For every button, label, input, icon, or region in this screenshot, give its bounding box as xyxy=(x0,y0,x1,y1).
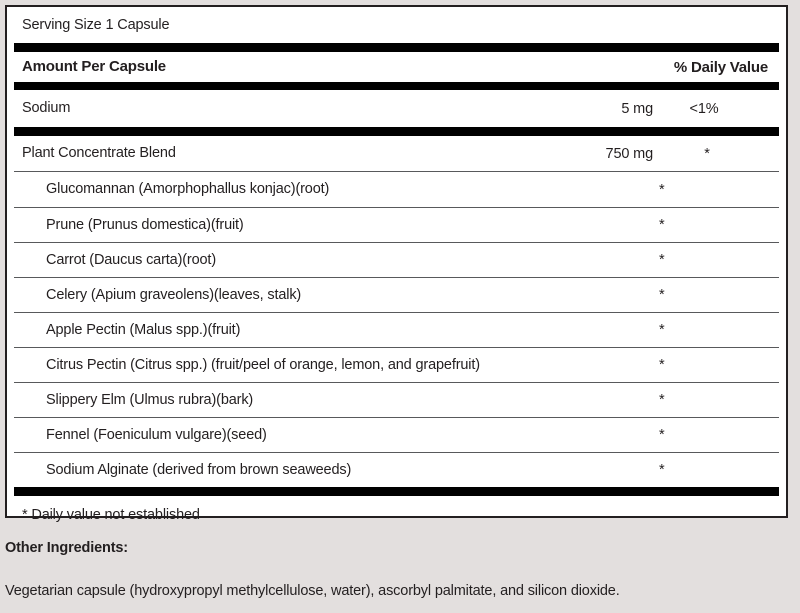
other-ingredients-text: Vegetarian capsule (hydroxypropyl methylcellulose, water), ascorbyl palmitate, and silicon dioxide. xyxy=(5,583,620,599)
table-row-ingredient xyxy=(14,382,779,417)
ingredient-daily-value: * xyxy=(659,252,665,268)
ingredient-daily-value: * xyxy=(659,392,665,408)
rule-below-column-header xyxy=(14,82,779,90)
ingredient-daily-value: * xyxy=(659,181,665,198)
ingredient-name: Citrus Pectin (Citrus spp.) (fruit/peel of orange, lemon, and grapefruit) xyxy=(46,356,480,373)
table-row-sodium xyxy=(14,90,779,127)
table-row-ingredient xyxy=(14,452,779,487)
ingredient-daily-value: * xyxy=(659,322,665,338)
ingredient-name: Sodium Alginate (derived from brown seaweeds) xyxy=(46,461,352,478)
blend-ingredient-list xyxy=(14,171,779,487)
serving-size-row xyxy=(14,7,779,43)
daily-value-footnote: * Daily value not established xyxy=(22,506,200,523)
rule-below-serving-size xyxy=(14,43,779,52)
ingredient-name: Prune (Prunus domestica)(fruit) xyxy=(46,216,244,233)
ingredient-daily-value: * xyxy=(659,462,665,478)
table-row-ingredient xyxy=(14,347,779,382)
ingredient-daily-value: * xyxy=(659,357,665,373)
ingredient-name: Celery (Apium graveolens)(leaves, stalk) xyxy=(46,286,302,303)
table-row-ingredient xyxy=(14,172,779,207)
nutrient-daily-value: <1% xyxy=(689,100,719,117)
blend-name: Plant Concentrate Blend xyxy=(22,145,176,162)
blend-amount: 750 mg xyxy=(605,145,653,162)
table-row-plant-concentrate-blend xyxy=(14,136,779,171)
nutrient-name: Sodium xyxy=(22,100,71,117)
table-row-ingredient xyxy=(14,277,779,312)
supplement-facts-panel xyxy=(5,5,788,523)
blend-daily-value: * xyxy=(704,145,710,162)
ingredient-name: Slippery Elm (Ulmus rubra)(bark) xyxy=(46,391,254,408)
nutrient-amount: 5 mg xyxy=(621,100,653,117)
amount-per-capsule-header: Amount Per Capsule xyxy=(22,58,166,76)
ingredient-name: Fennel (Foeniculum vulgare)(seed) xyxy=(46,426,267,443)
ingredient-name: Glucomannan (Amorphophallus konjac)(root) xyxy=(46,181,330,198)
table-row-ingredient xyxy=(14,417,779,452)
panel-inner xyxy=(7,7,786,523)
ingredient-daily-value: * xyxy=(659,217,665,233)
other-ingredients-title: Other Ingredients: xyxy=(5,540,128,556)
rule-below-sodium xyxy=(14,127,779,136)
column-header-row xyxy=(14,52,779,82)
ingredient-daily-value: * xyxy=(659,287,665,303)
table-row-ingredient xyxy=(14,207,779,242)
table-row-ingredient xyxy=(14,312,779,347)
ingredient-name: Apple Pectin (Malus spp.)(fruit) xyxy=(46,321,241,338)
daily-value-header: % Daily Value xyxy=(673,58,768,76)
rule-above-footnote xyxy=(14,487,779,496)
ingredient-daily-value: * xyxy=(659,427,665,443)
other-ingredients-section xyxy=(5,540,785,600)
table-row-ingredient xyxy=(14,242,779,277)
serving-size-label: Serving Size 1 Capsule xyxy=(22,16,170,33)
ingredient-name: Carrot (Daucus carta)(root) xyxy=(46,251,216,268)
